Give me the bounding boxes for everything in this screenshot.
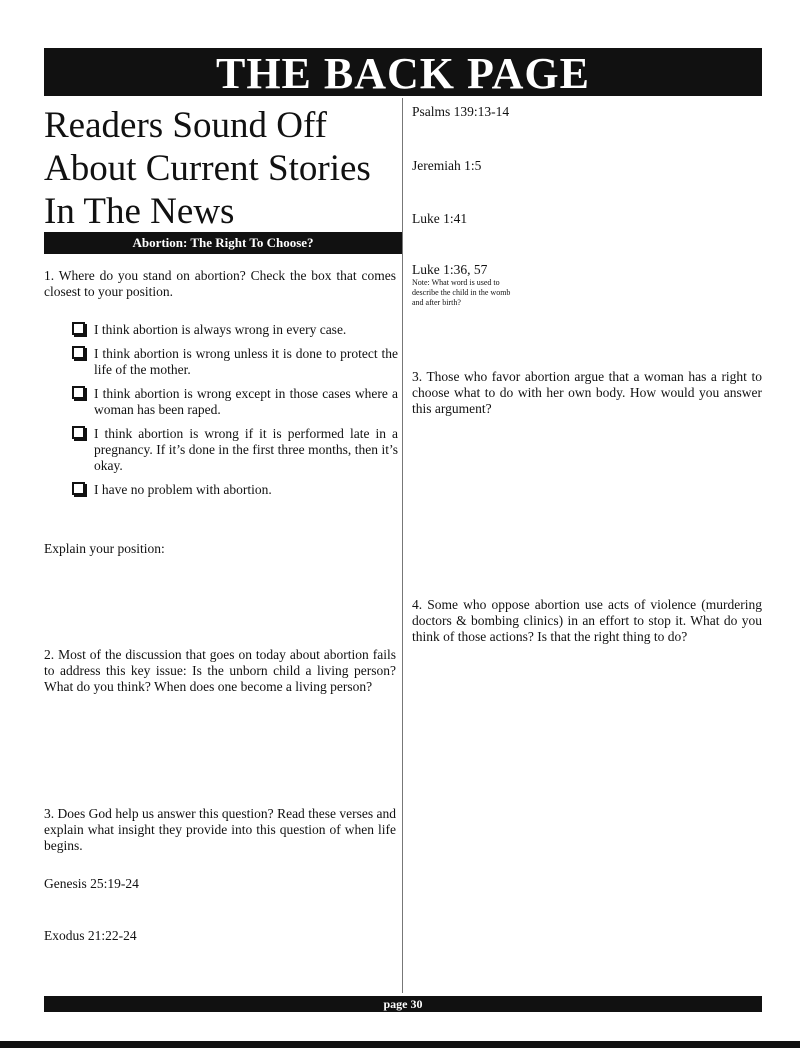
headline-line-1: Readers Sound Off bbox=[44, 105, 327, 146]
checkbox[interactable] bbox=[72, 426, 85, 439]
option-label: I think abortion is wrong except in those cases where a woman has been raped. bbox=[94, 386, 398, 417]
verse-exodus: Exodus 21:22-24 bbox=[44, 928, 137, 943]
question-4: 4. Some who oppose abortion use acts of violence (murdering doctors & bombing clinics) in an effort to stop it. What do you think of those actions? Is that the right thing to do? bbox=[412, 597, 762, 644]
option-label: I think abortion is wrong if it is performed late in a pregnancy. If it’s done in the first three months, then it’s okay. bbox=[94, 426, 398, 473]
option-label: I think abortion is always wrong in every case. bbox=[94, 322, 347, 337]
checkbox[interactable] bbox=[72, 346, 85, 359]
masthead-title: THE BACK PAGE bbox=[44, 48, 762, 96]
verse-jeremiah: Jeremiah 1:5 bbox=[412, 158, 482, 173]
checkbox[interactable] bbox=[72, 386, 85, 399]
headline bbox=[44, 104, 400, 233]
verse-luke-1-36-57: Luke 1:36, 57 bbox=[412, 262, 488, 277]
checkbox[interactable] bbox=[72, 322, 85, 335]
verse-genesis: Genesis 25:19-24 bbox=[44, 876, 139, 891]
option-no-problem[interactable] bbox=[70, 482, 398, 498]
column-divider bbox=[402, 98, 403, 993]
question-3: 3. Does God help us answer this question? Read these verses and explain what insight they provide into this question of when life begins. bbox=[44, 806, 396, 853]
option-label: I think abortion is wrong unless it is done to protect the life of the mother. bbox=[94, 346, 398, 377]
question-3-right: 3. Those who favor abortion argue that a woman has a right to choose what to do with her own body. How would you answer this argument? bbox=[412, 369, 762, 416]
section-title: Abortion: The Right To Choose? bbox=[44, 232, 402, 254]
verse-note: Note: What word is used to describe the child in the womb and after birth? bbox=[412, 278, 511, 307]
option-rape-exception[interactable] bbox=[70, 386, 398, 418]
option-life-of-mother[interactable] bbox=[70, 346, 398, 378]
checkbox[interactable] bbox=[72, 482, 85, 495]
page-number: page 30 bbox=[44, 996, 762, 1012]
verse-luke-1-41: Luke 1:41 bbox=[412, 211, 468, 226]
option-label: I have no problem with abortion. bbox=[94, 482, 272, 497]
bottom-border bbox=[0, 1041, 800, 1048]
verse-psalms: Psalms 139:13-14 bbox=[412, 104, 510, 119]
option-always-wrong[interactable] bbox=[70, 322, 398, 338]
explain-prompt: Explain your position: bbox=[44, 541, 165, 556]
headline-line-2: About Current Stories bbox=[44, 148, 371, 189]
position-options bbox=[70, 322, 398, 506]
question-2: 2. Most of the discussion that goes on today about abortion fails to address this key issue: Is the unborn child a living person? What do you think? When does one become a living person? bbox=[44, 647, 396, 694]
question-1: 1. Where do you stand on abortion? Check the box that comes closest to your position. bbox=[44, 268, 396, 299]
headline-line-3: In The News bbox=[44, 191, 235, 232]
option-late-pregnancy[interactable] bbox=[70, 426, 398, 474]
